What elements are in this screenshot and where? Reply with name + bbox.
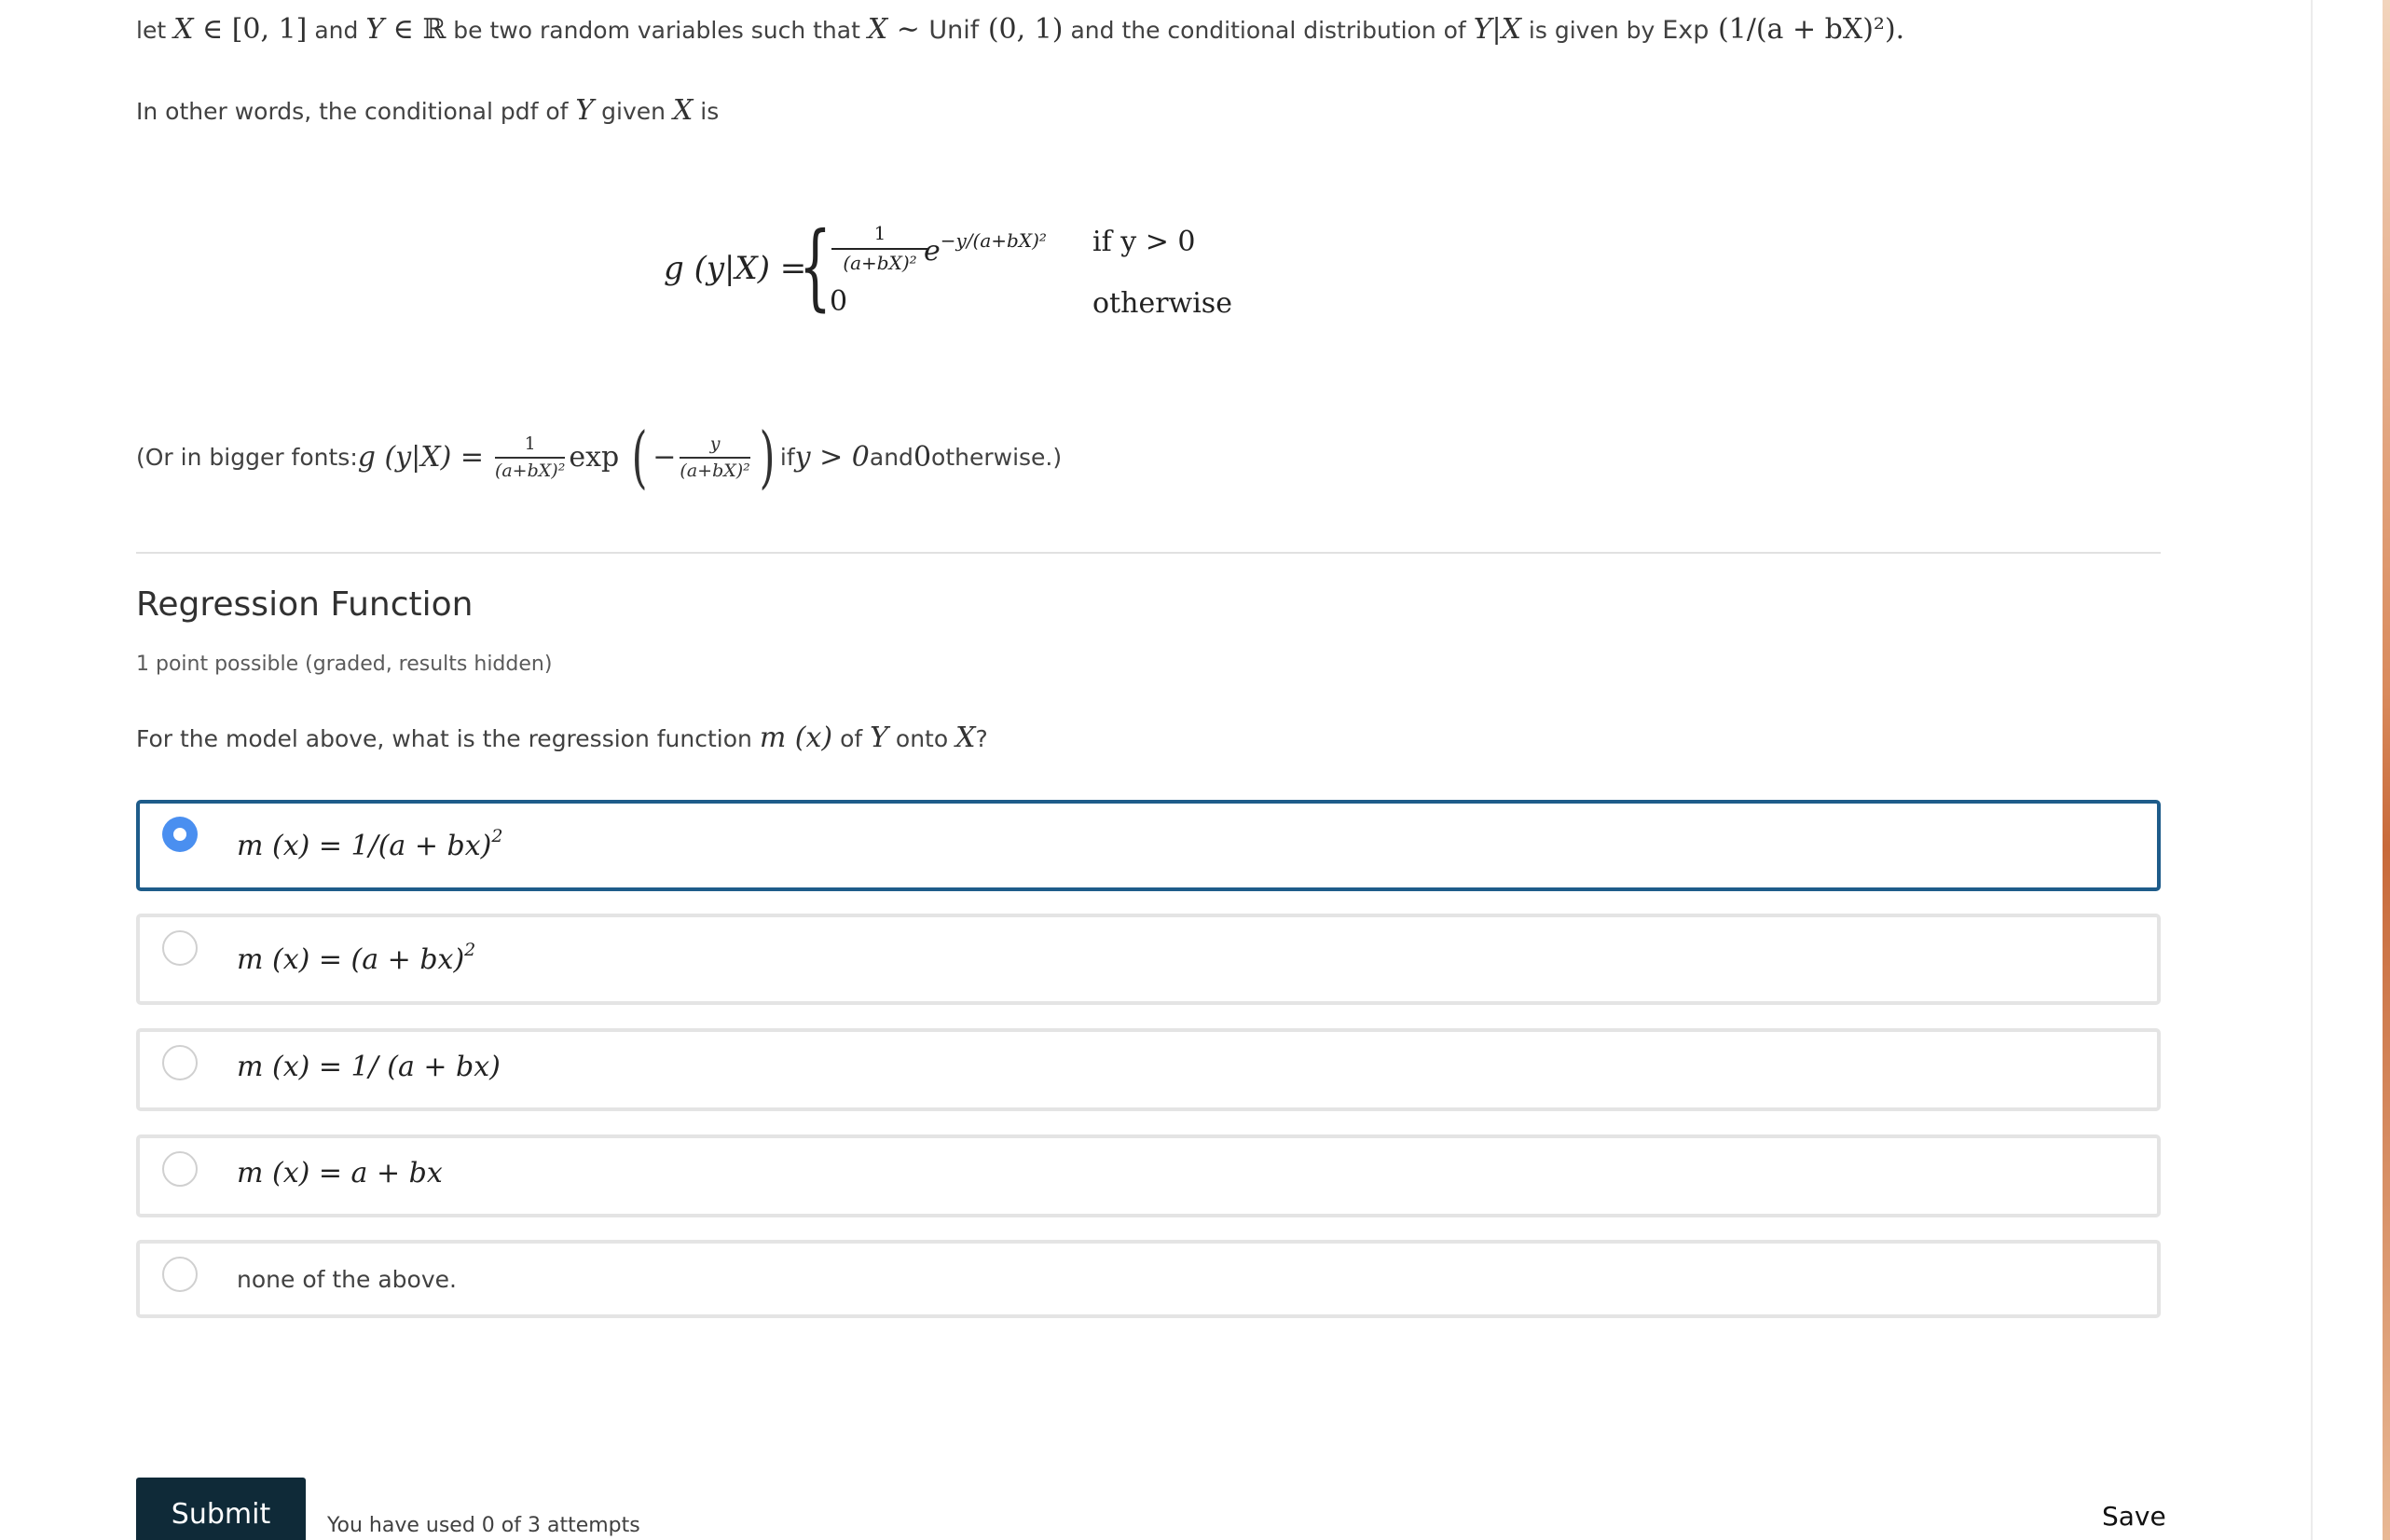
fraction-1: [495, 433, 565, 481]
math-Y-given-X: Y|X: [1473, 13, 1521, 46]
math-interval: [0, 1]: [231, 13, 308, 46]
fraction-denominator: (a+bX)²: [843, 252, 917, 274]
fraction-1-numerator: 1: [495, 433, 565, 459]
question-text-1: For the model above, what is the regression function: [136, 725, 760, 752]
answer-option-3[interactable]: [136, 1028, 2161, 1111]
fraction-2-numerator: y: [680, 433, 749, 459]
unif-args: (0, 1): [979, 13, 1064, 46]
intro-text-4: and the conditional distribution of: [1063, 17, 1474, 44]
option-1-text: m (x) = 1/(a + bx): [237, 830, 492, 862]
problem-title: Regression Function: [136, 585, 474, 624]
save-button[interactable]: Save: [2102, 1501, 2166, 1532]
minus-sign: −: [652, 440, 677, 474]
bigger-fonts-text-3: and: [869, 443, 913, 471]
option-2-exponent: 2: [464, 940, 476, 960]
equation-lhs: g (y|X) =: [664, 250, 807, 287]
math-Y: Y: [870, 722, 888, 754]
fraction-2: [680, 433, 749, 481]
answer-option-5[interactable]: [136, 1240, 2161, 1318]
fraction-1-denominator: (a+bX)²: [494, 460, 566, 481]
answer-option-4[interactable]: [136, 1134, 2161, 1217]
intro-text-2: and: [307, 17, 366, 44]
bigger-fonts-text-1: (Or in bigger fonts:: [136, 443, 358, 471]
question-text-4: ?: [975, 725, 988, 752]
condition-positive: if y > 0: [1092, 226, 1196, 258]
pdf-display-equation: [664, 212, 1242, 328]
condition-otherwise: otherwise: [1092, 287, 1232, 320]
option-3-text: m (x) = 1/ (a + bx): [237, 1051, 501, 1083]
question-text: [136, 722, 988, 754]
exp-power: −y/(a+bX)²: [940, 229, 1047, 252]
math-in-reals: ∈ ℝ: [384, 13, 446, 46]
conditional-pdf-intro: [136, 94, 719, 127]
other-words-text-3: is: [693, 98, 720, 125]
intro-text-1: let: [136, 17, 174, 44]
radio-button[interactable]: [162, 930, 198, 966]
fraction: [831, 222, 928, 274]
answer-option-2[interactable]: [136, 914, 2161, 1005]
option-4-text: m (x) = a + bx: [237, 1157, 443, 1189]
math-X: X: [173, 13, 194, 46]
right-paren: ): [759, 418, 776, 496]
section-divider: [136, 552, 2161, 554]
math-X: X: [955, 722, 976, 754]
zero-value: 0: [913, 440, 932, 474]
math-in: ∈: [193, 13, 232, 46]
option-2-text: m (x) = (a + bx): [237, 943, 465, 976]
exponential-term: [924, 229, 1047, 268]
fraction-2-denominator: (a+bX)²: [680, 460, 750, 481]
problem-intro-text: [136, 13, 1904, 46]
submit-button[interactable]: Submit: [136, 1478, 306, 1540]
radio-button[interactable]: [162, 1045, 198, 1080]
math-sim: ∼: [887, 13, 929, 46]
math-Y: Y: [575, 94, 595, 127]
radio-button-selected[interactable]: [162, 817, 198, 852]
math-m-of-x: m (x): [759, 722, 833, 754]
left-paren: (: [631, 418, 648, 496]
fraction-numerator: 1: [831, 222, 928, 250]
math-X-2: X: [867, 13, 888, 46]
zero-case: 0: [830, 285, 848, 318]
math-X: X: [672, 94, 694, 127]
exp-label: Exp: [1662, 16, 1710, 45]
other-words-text-2: given: [594, 98, 673, 125]
math-Y: Y: [365, 13, 385, 46]
window-edge-accent: [2383, 0, 2390, 1540]
pdf-inline-equation: [136, 418, 1063, 496]
unif-label: Unif: [928, 16, 980, 45]
content-right-border: [2311, 0, 2313, 1540]
bigger-fonts-text-4: otherwise.): [931, 443, 1063, 471]
other-words-text-1: In other words, the conditional pdf of: [136, 98, 576, 125]
radio-button[interactable]: [162, 1151, 198, 1187]
option-5-text: none of the above.: [237, 1266, 457, 1293]
left-brace: {: [799, 212, 831, 321]
exp-function: exp: [569, 440, 620, 474]
points-possible: 1 point possible (graded, results hidden): [136, 653, 553, 676]
condition-positive: y > 0: [794, 440, 870, 474]
option-1-exponent: 2: [491, 826, 503, 846]
bigger-fonts-text-2: if: [779, 443, 795, 471]
exp-args: (1/(a + bX)²).: [1709, 13, 1905, 46]
attempts-counter: You have used 0 of 3 attempts: [327, 1514, 640, 1537]
question-text-3: onto: [887, 725, 956, 752]
equation-lhs: g (y|X) =: [357, 440, 484, 474]
answer-option-1[interactable]: [136, 800, 2161, 891]
intro-text-5: is given by: [1520, 17, 1663, 44]
option-label: [237, 940, 475, 976]
question-text-2: of: [832, 725, 871, 752]
exp-base: e: [924, 235, 941, 268]
intro-text-3: be two random variables such that: [446, 17, 868, 44]
option-label: [237, 826, 502, 862]
radio-button[interactable]: [162, 1257, 198, 1292]
